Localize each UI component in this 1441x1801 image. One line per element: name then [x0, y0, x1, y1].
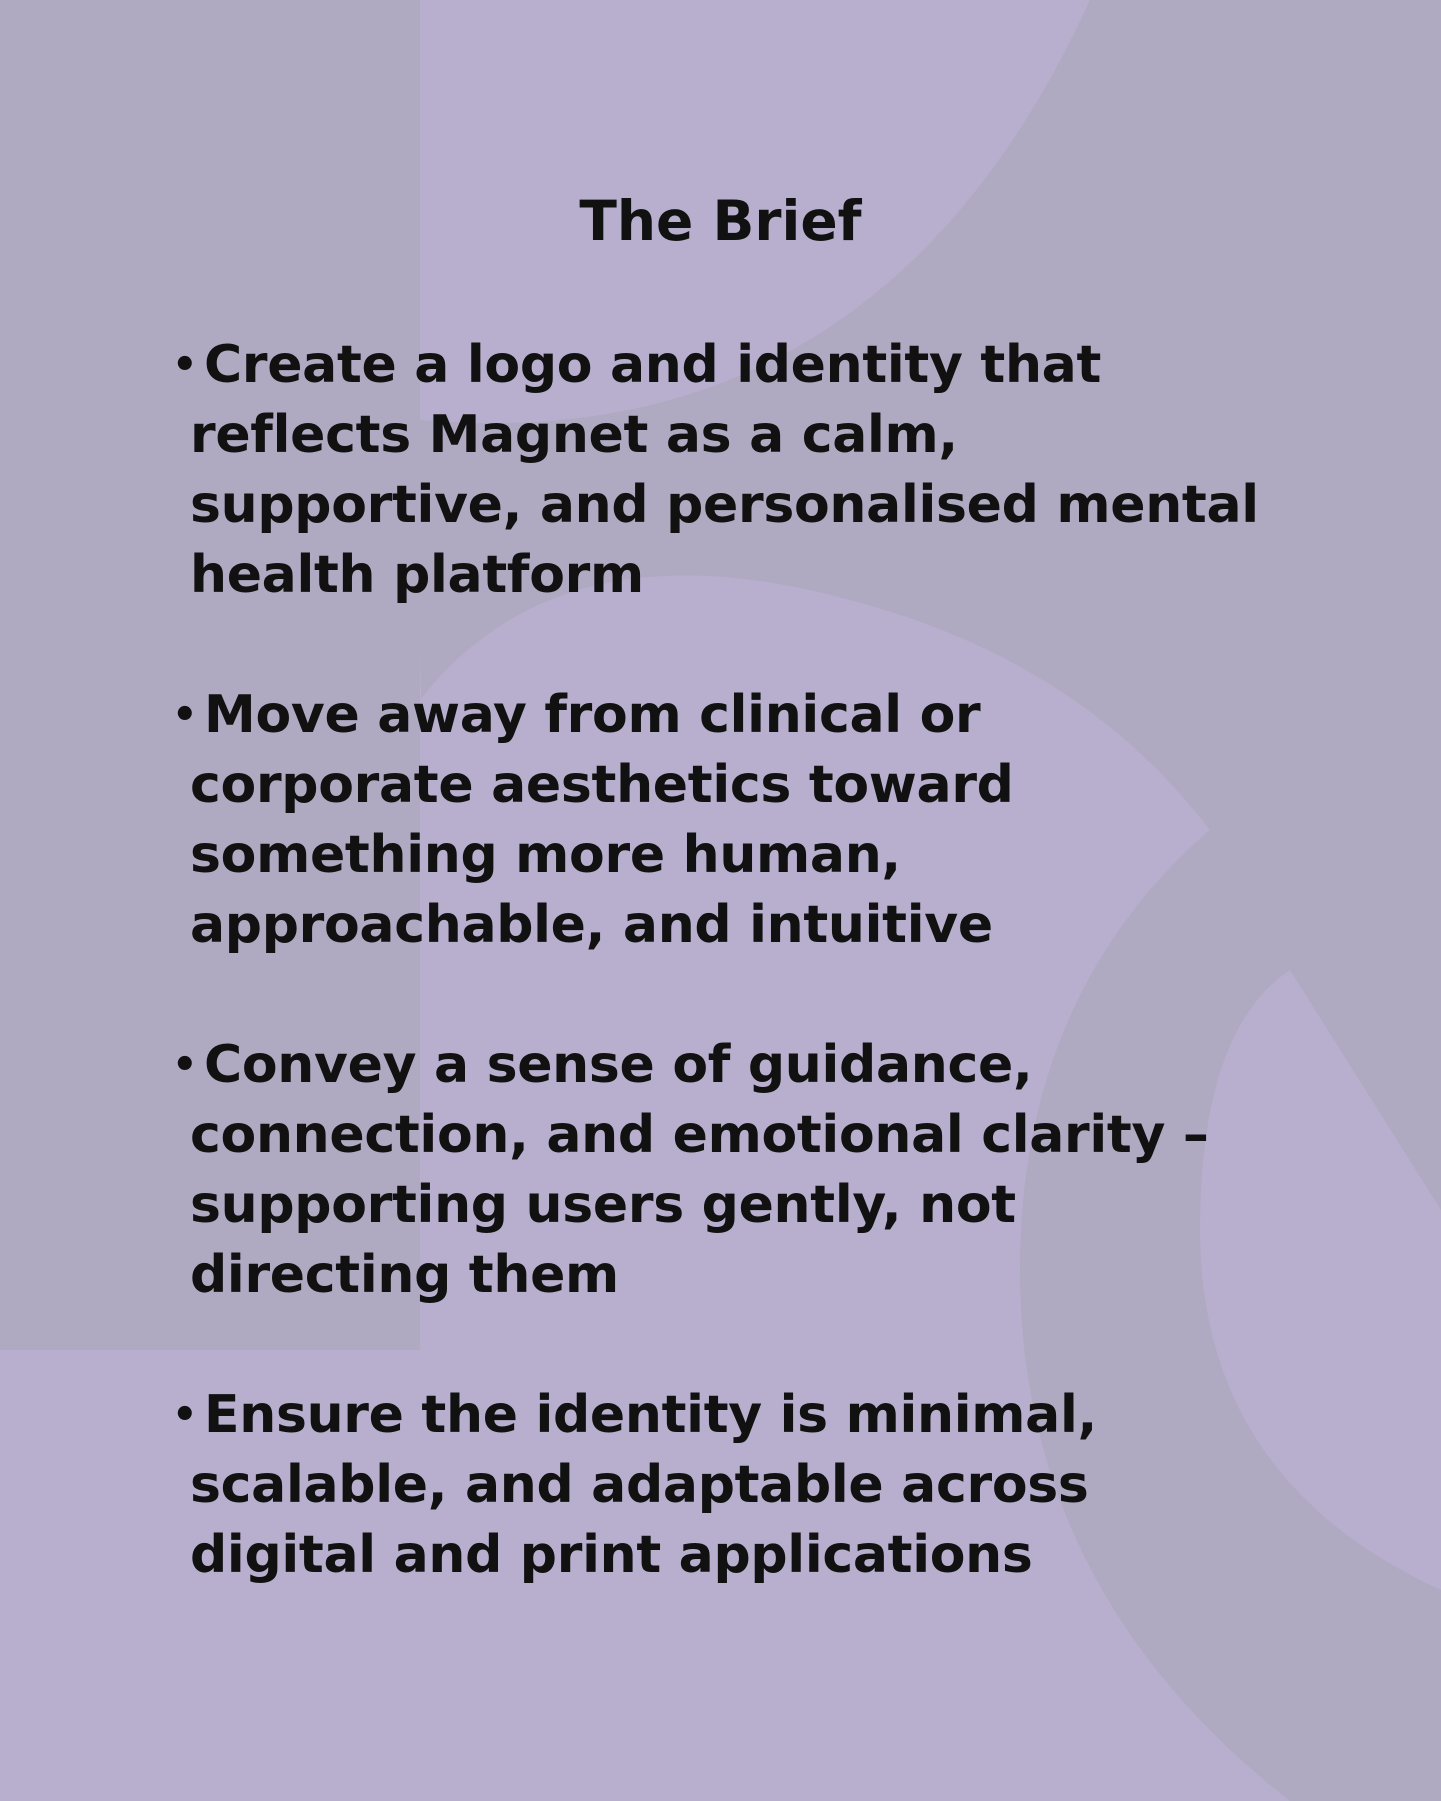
bullet-dot-icon: •: [172, 692, 198, 738]
bullet-line: reflects Magnet as a calm,: [190, 405, 958, 465]
bullet-line: something more human,: [190, 825, 901, 885]
bullet-dot-icon: •: [172, 1042, 198, 1088]
bullet-dot-icon: •: [172, 1392, 198, 1438]
bullet-line: supportive, and personalised mental: [190, 475, 1259, 535]
bullet-line: directing them: [190, 1245, 619, 1305]
bullet-line: supporting users gently, not: [190, 1175, 1016, 1235]
brief-bullet-list: [172, 330, 1292, 1660]
bullet-line: digital and print applications: [190, 1525, 1033, 1585]
bullet-line: Move away from clinical or: [204, 685, 981, 745]
bullet-line: Ensure the identity is minimal,: [204, 1385, 1097, 1445]
bullet-item: [172, 1380, 1292, 1590]
bullet-line: Create a logo and identity that: [204, 335, 1102, 395]
bullet-item: [172, 330, 1292, 610]
bullet-line: corporate aesthetics toward: [190, 755, 1014, 815]
bullet-line: Convey a sense of guidance,: [204, 1035, 1033, 1095]
bullet-line: scalable, and adaptable across: [190, 1455, 1089, 1515]
bullet-line: approachable, and intuitive: [190, 895, 993, 955]
bullet-line: health platform: [190, 545, 644, 605]
bullet-item: [172, 680, 1292, 960]
page-title: The Brief: [579, 189, 862, 253]
bullet-dot-icon: •: [172, 342, 198, 388]
bullet-item: [172, 1030, 1292, 1310]
bullet-line: connection, and emotional clarity –: [190, 1105, 1209, 1165]
